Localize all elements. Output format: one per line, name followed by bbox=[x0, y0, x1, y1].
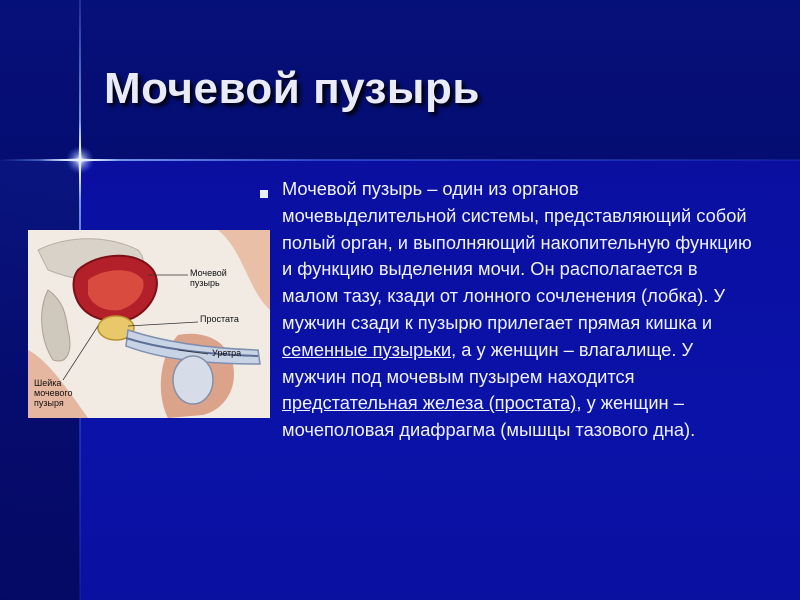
seminal-vesicles-link[interactable]: семенные пузырьки bbox=[282, 338, 452, 360]
prostate-link[interactable]: предстательная железа (простата) bbox=[282, 392, 577, 414]
paragraph-text-part3: , у женщин – мочеполовая диафрагма (мышцы тазового дна). bbox=[282, 392, 696, 441]
bladder-label-line1: Мочевой bbox=[190, 268, 227, 278]
paragraph-text-part2: , а у женщин – влагалище. У мужчин под мочевым пузырем находится bbox=[282, 338, 694, 387]
urethra-label: Уретра bbox=[212, 348, 242, 358]
neck-label-line3: пузыря bbox=[34, 398, 64, 408]
bullet-marker bbox=[260, 190, 268, 198]
sparkle-icon bbox=[40, 120, 120, 200]
bladder-label-line2: пузырь bbox=[190, 278, 220, 288]
neck-label-line2: мочевого bbox=[34, 388, 73, 398]
neck-label-line1: Шейка bbox=[34, 378, 62, 388]
slide-title: Мочевой пузырь bbox=[104, 64, 480, 113]
prostate-label: Простата bbox=[200, 314, 239, 324]
horizontal-divider bbox=[0, 159, 800, 161]
bladder-anatomy-image bbox=[28, 230, 270, 418]
body-paragraph bbox=[282, 176, 752, 444]
paragraph-text-part1: Мочевой пузырь – один из органов мочевыделительной системы, представляющий собой полый орган, и выполняющий накопительную функцию и функцию выделения мочи. Он располагается в малом тазу, кзади от лонного сочленения (лобка). У мужчин сзади к пузырю прилегает прямая кишка и bbox=[282, 178, 752, 333]
